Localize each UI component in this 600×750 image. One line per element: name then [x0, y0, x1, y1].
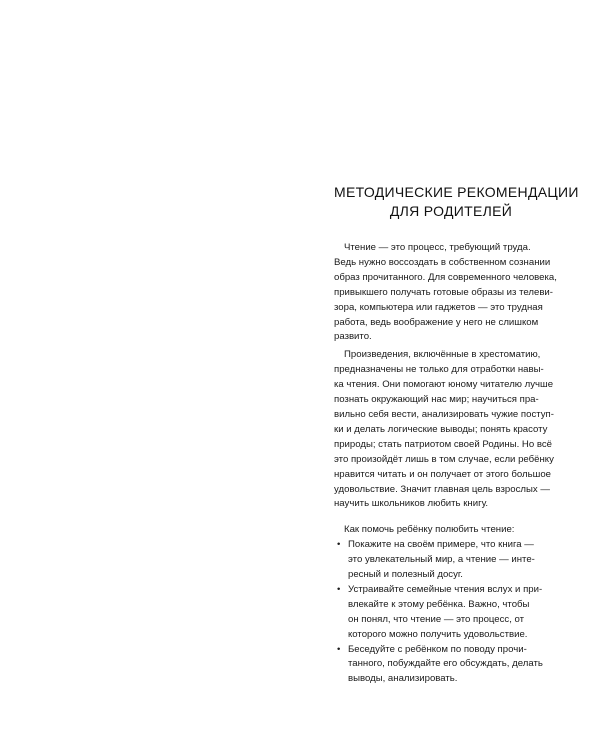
bullet-icon: •: [337, 643, 341, 655]
text-line: это увлекательный мир, а чтение — инте-: [348, 554, 535, 566]
text-line: научить школьников любить книгу.: [334, 498, 489, 510]
text-line: влекайте к этому ребёнка. Важно, чтобы: [348, 598, 530, 610]
text-line: предназначены не только для отработки навы-: [334, 364, 544, 376]
paragraph-reading-effort: [334, 241, 568, 345]
list-item: [334, 538, 568, 583]
text-line: он понял, что чтение — это процесс, от: [348, 613, 525, 625]
text-line: Ведь нужно воссоздать в собственном сознании: [334, 256, 551, 268]
text-line: Устраивайте семейные чтения вслух и при-: [348, 583, 543, 595]
paragraph-anthology-purpose: [334, 348, 568, 512]
text-line: зора, компьютера или гаджетов — это трудная: [334, 301, 543, 313]
text-line: образ прочитанного. Для современного человека,: [334, 271, 557, 283]
text-line: танного, побуждайте его обсуждать, делать: [348, 658, 543, 670]
bullet-icon: •: [337, 539, 341, 551]
tips-intro: [334, 523, 568, 538]
text-line: которого можно получить удовольствие.: [348, 628, 528, 640]
text-line: Беседуйте с ребёнком по поводу прочи-: [348, 643, 527, 655]
text-line: удовольствие. Значит главная цель взрослых —: [334, 483, 550, 495]
list-item: [334, 643, 568, 688]
text-line: привыкшего получать готовые образы из телеви-: [334, 286, 553, 298]
text-line: нравится читать и он получает от этого большое: [334, 468, 552, 480]
list-item: [334, 583, 568, 643]
text-line: познать окружающий нас мир; научиться пра-: [334, 394, 539, 406]
text-line: ресный и полезный досуг.: [348, 569, 463, 581]
text-line: Покажите на своём примере, что книга —: [348, 539, 534, 551]
title-line-1: МЕТОДИЧЕСКИЕ РЕКОМЕНДАЦИИ: [334, 184, 579, 200]
text-line: работа, ведь воображение у него не слишком: [334, 316, 539, 328]
page-title: [334, 183, 579, 221]
text-line: вильно себя вести, анализировать чужие поступ-: [334, 408, 554, 420]
text-line: это произойдёт лишь в том случае, если ребёнку: [334, 453, 554, 465]
body-text: [334, 241, 568, 687]
text-line: развито.: [334, 331, 372, 343]
spacer: [334, 512, 568, 523]
text-line: природы; стать патриотом своей Родины. Но всё: [334, 438, 552, 450]
text-line: ки и делать логические выводы; понять красоту: [334, 423, 548, 435]
text-line: Чтение — это процесс, требующий труда.: [344, 242, 531, 253]
text-line: ка чтения. Они помогают юному читателю лучше: [334, 379, 554, 391]
tips-intro-text: Как помочь ребёнку полюбить чтение:: [344, 524, 515, 536]
text-line: Произведения, включённые в хрестоматию,: [344, 349, 541, 361]
text-column: [334, 183, 579, 687]
tips-list: [334, 538, 568, 687]
text-line: выводы, анализировать.: [348, 673, 458, 685]
title-line-2: ДЛЯ РОДИТЕЛЕЙ: [389, 203, 513, 219]
bullet-icon: •: [337, 583, 341, 595]
